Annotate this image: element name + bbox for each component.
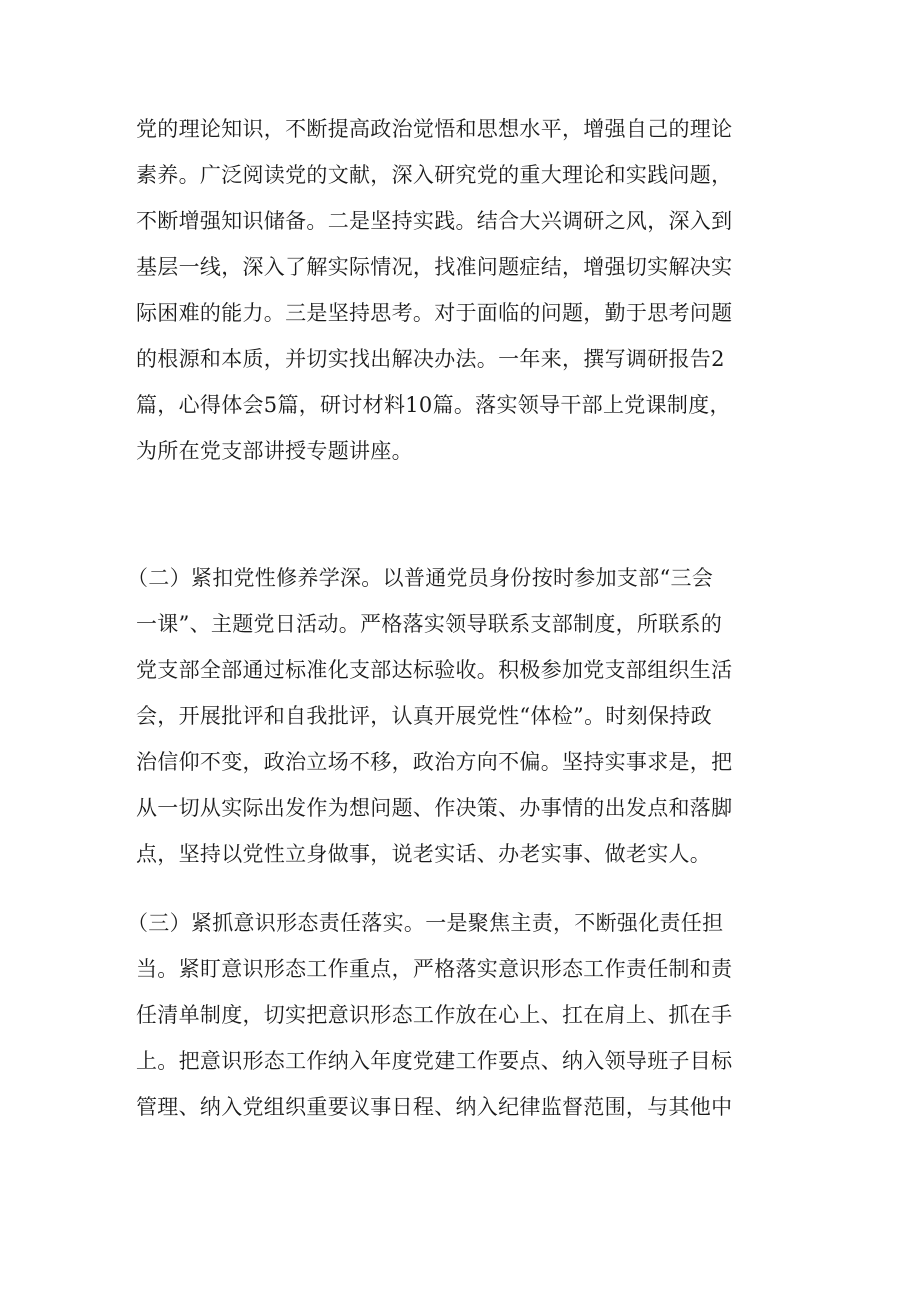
text-line: 篇，心得体会5篇，研讨材料10篇。落实领导干部上党课制度， [136,393,731,417]
text-line: 上。把意识形态工作纳入年度党建工作要点、纳入领导班子目标 [136,1049,733,1073]
text-line: 任清单制度，切实把意识形态工作放在心上、扛在肩上、抓在手 [136,1003,733,1027]
text-line: 素养。广泛阅读党的文献，深入研究党的重大理论和实践问题， [136,163,733,187]
text-line: 从一切从实际出发作为想问题、作决策、办事情的出发点和落脚 [136,796,733,820]
text-line: 不断增强知识储备。二是坚持实践。结合大兴调研之风，深入到 [136,209,733,233]
text-line: 党的理论知识，不断提高政治觉悟和思想水平，增强自己的理论 [136,117,733,141]
paragraph-party-spirit [127,555,796,877]
section-heading-line: （二）紧扣党性修养学深。以普通党员身份按时参加支部“三会 [127,566,714,590]
text-line: 治信仰不变，政治立场不移，政治方向不偏。坚持实事求是，把 [136,750,733,774]
text-line: 党支部全部通过标准化支部达标验收。积极参加党支部组织生活 [136,658,733,682]
text-line: 的根源和本质，并切实找出解决办法。一年来，撰写调研报告2 [136,347,725,371]
text-line: 点，坚持以党性立身做事，说老实话、办老实事、做老实人。 [136,842,712,866]
text-line: 基层一线，深入了解实际情况，找准问题症结，增强切实解决实 [136,255,733,279]
paragraph-ideology-responsibility [127,900,796,1130]
text-line: 一课”、主题党日活动。严格落实领导联系支部制度，所联系的 [136,612,723,636]
text-line: 当。紧盯意识形态工作重点，严格落实意识形态工作责任制和责 [136,957,733,981]
text-line: 会，开展批评和自我批评，认真开展党性“体检”。时刻保持政 [136,704,712,728]
section-heading-line: （三）紧抓意识形态责任落实。一是聚焦主责，不断强化责任担 [127,911,724,935]
paragraph-theory-study [136,106,796,474]
text-line: 管理、纳入党组织重要议事日程、纳入纪律监督范围，与其他中 [136,1095,733,1119]
text-line: 为所在党支部讲授专题讲座。 [136,439,413,463]
text-line: 际困难的能力。三是坚持思考。对于面临的问题，勤于思考问题 [136,301,733,325]
